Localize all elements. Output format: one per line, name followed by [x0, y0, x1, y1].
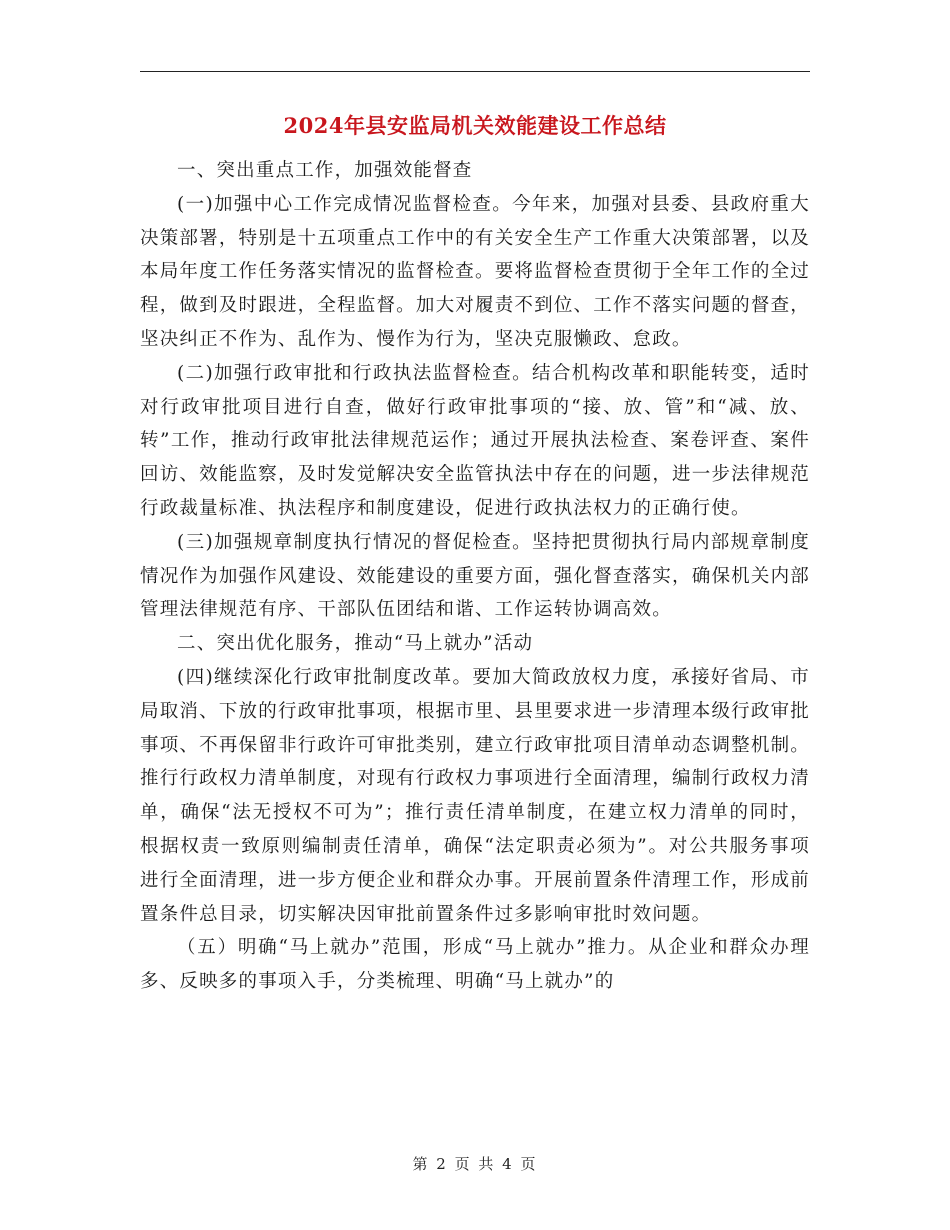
paragraph-2: (二)加强行政审批和行政执法监督检查。结合机构改革和职能转变，适时对行政审批项目进行自查，做好行政审批事项的“接、放、管”和“减、放、转”工作，推动行政审批法律规范运作；通过开展执法检查、案卷评查、案件回访、效能监察，及时发觉解决安全监管执法中存在的问题，进一步法律规范行政裁量标准、执法程序和制度建设，促进行政执法权力的正确行使。 — [140, 362, 810, 519]
paragraph-5: （五）明确“马上就办”范围，形成“马上就办”推力。从企业和群众办理多、反映多的事项入手，分类梳理、明确“马上就办”的 — [140, 937, 810, 993]
paragraph-1: (一)加强中心工作完成情况监督检查。今年来，加强对县委、县政府重大决策部署，特别是十五项重点工作中的有关安全生产工作重大决策部署，以及本局年度工作任务落实情况的监督检查。要将监督检查贯彻于全年工作的全过程，做到及时跟进，全程监督。加大对履责不到位、工作不落实问题的督查，坚决纠正不作为、乱作为、慢作为行为，坚决克服懒政、怠政。 — [140, 193, 810, 350]
section-heading-2: 二、突出优化服务，推动“马上就办”活动 — [177, 633, 534, 655]
section-heading-1: 一、突出重点工作，加强效能督查 — [177, 160, 473, 181]
document-body — [140, 104, 810, 999]
paragraph-4: (四)继续深化行政审批制度改革。要加大简政放权力度，承接好省局、市局取消、下放的行政审批事项，根据市里、县里要求进一步清理本级行政审批事项、不再保留非行政许可审批类别，建立行政审批项目清单动态调整机制。推行行政权力清单制度，对现有行政权力事项进行全面清理，编制行政权力清单，确保“法无授权不可为”；推行责任清单制度，在建立权力清单的同时，根据权责一致原则编制责任清单，确保“法定职责必须为”。对公共服务事项进行全面清理，进一步方便企业和群众办事。开展前置条件清理工作，形成前置条件总目录，切实解决因审批前置条件过多影响审批时效问题。 — [140, 666, 810, 925]
page-number: 第 2 页 共 4 页 — [412, 1155, 538, 1173]
document-title: 2024年县安监局机关效能建设工作总结 — [283, 113, 667, 138]
paragraph-3: (三)加强规章制度执行情况的督促检查。坚持把贯彻执行局内部规章制度情况作为加强作风建设、效能建设的重要方面，强化督查落实，确保机关内部管理法律规范有序、干部队伍团结和谐、工作运转协调高效。 — [140, 531, 810, 621]
header-rule — [140, 71, 810, 72]
